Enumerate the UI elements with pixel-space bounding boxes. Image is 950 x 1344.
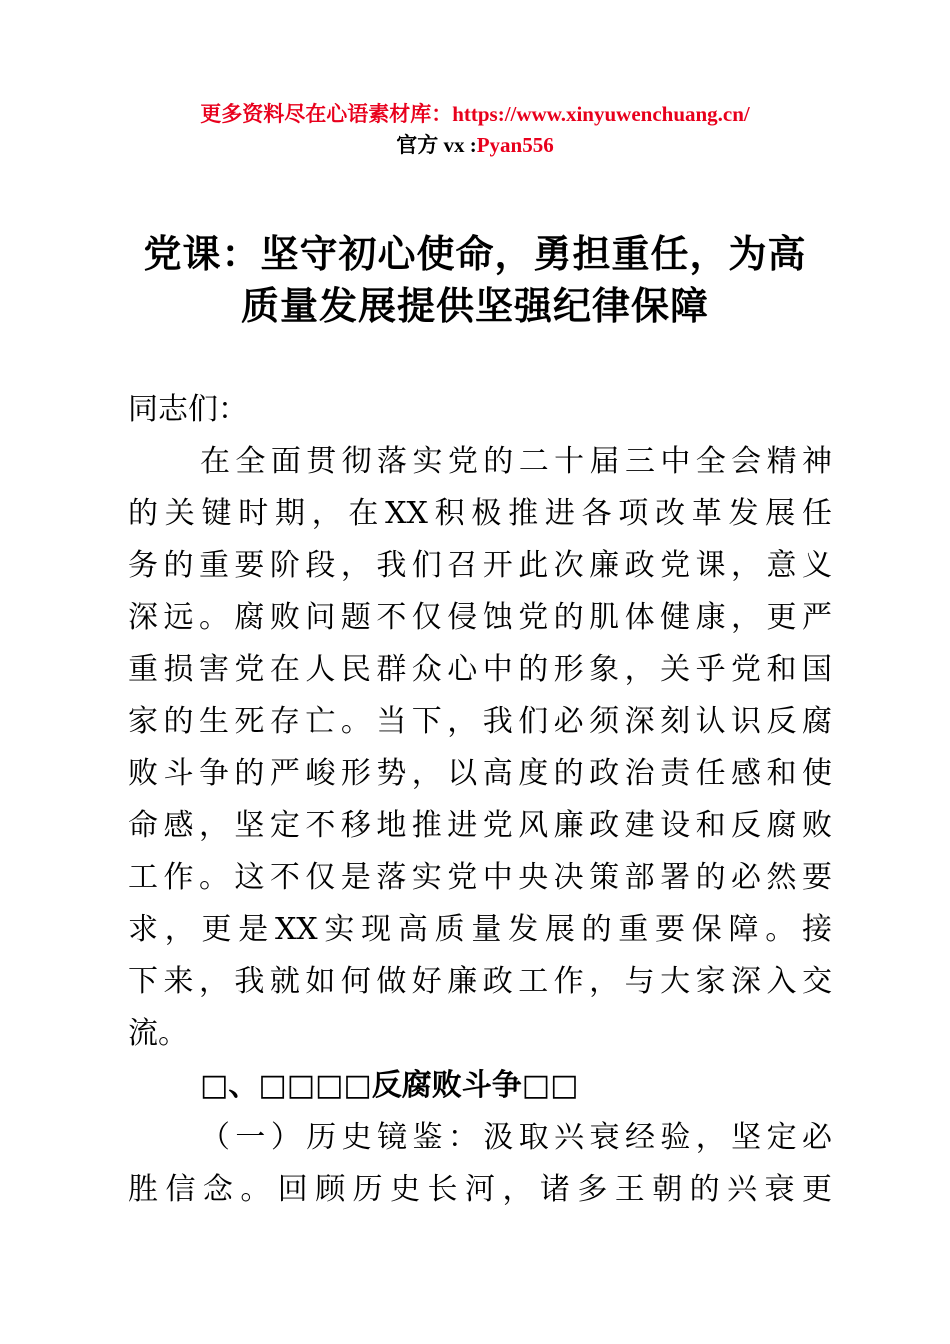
section-heading: □、□□□□反腐败斗争□□ xyxy=(200,1068,579,1103)
paragraph-line: 深远。腐败问题不仅侵蚀党的肌体健康，更严 xyxy=(128,600,832,635)
vx-line xyxy=(0,131,950,159)
page-title-line-1: 党课：坚守初心使命，勇担重任，为高 xyxy=(143,231,807,276)
paragraph-line: 务的重要阶段，我们召开此次廉政党课，意义 xyxy=(128,548,832,583)
paragraph-line: 在全面贯彻落实党的二十届三中全会精神 xyxy=(200,444,832,479)
paragraph-line: 工作。这不仅是落实党中央决策部署的必然要 xyxy=(128,860,832,895)
paragraph-line: 命感，坚定不移地推进党风廉政建设和反腐败 xyxy=(128,808,832,843)
paragraph-line: 重损害党在人民群众心中的形象，关乎党和国 xyxy=(128,652,832,687)
paragraph-line: 求，更是XX实现高质量发展的重要保障。接 xyxy=(128,912,832,947)
salutation: 同志们： xyxy=(128,392,248,427)
paragraph-line: 下来，我就如何做好廉政工作，与大家深入交 xyxy=(128,964,832,999)
promo-link-text[interactable]: 更多资料尽在心语素材库：https://www.xinyuwenchuang.cn/ xyxy=(200,102,750,126)
promo-banner xyxy=(0,100,950,128)
paragraph-line: 流。 xyxy=(128,1016,188,1051)
paragraph-line: 家的生死存亡。当下，我们必须深刻认识反腐 xyxy=(128,704,832,739)
subsection-line: 胜信念。回顾历史长河，诸多王朝的兴衰更 xyxy=(128,1172,832,1207)
subsection-line: （一）历史镜鉴：汲取兴衰经验，坚定必 xyxy=(200,1120,832,1155)
paragraph-line: 败斗争的严峻形势，以高度的政治责任感和使 xyxy=(128,756,832,791)
vx-id: Pyan556 xyxy=(476,133,554,157)
paragraph-line: 的关键时期，在XX积极推进各项改革发展任 xyxy=(128,496,832,531)
vx-label: 官方 vx : xyxy=(396,133,477,157)
page-title-line-2: 质量发展提供坚强纪律保障 xyxy=(240,283,709,328)
